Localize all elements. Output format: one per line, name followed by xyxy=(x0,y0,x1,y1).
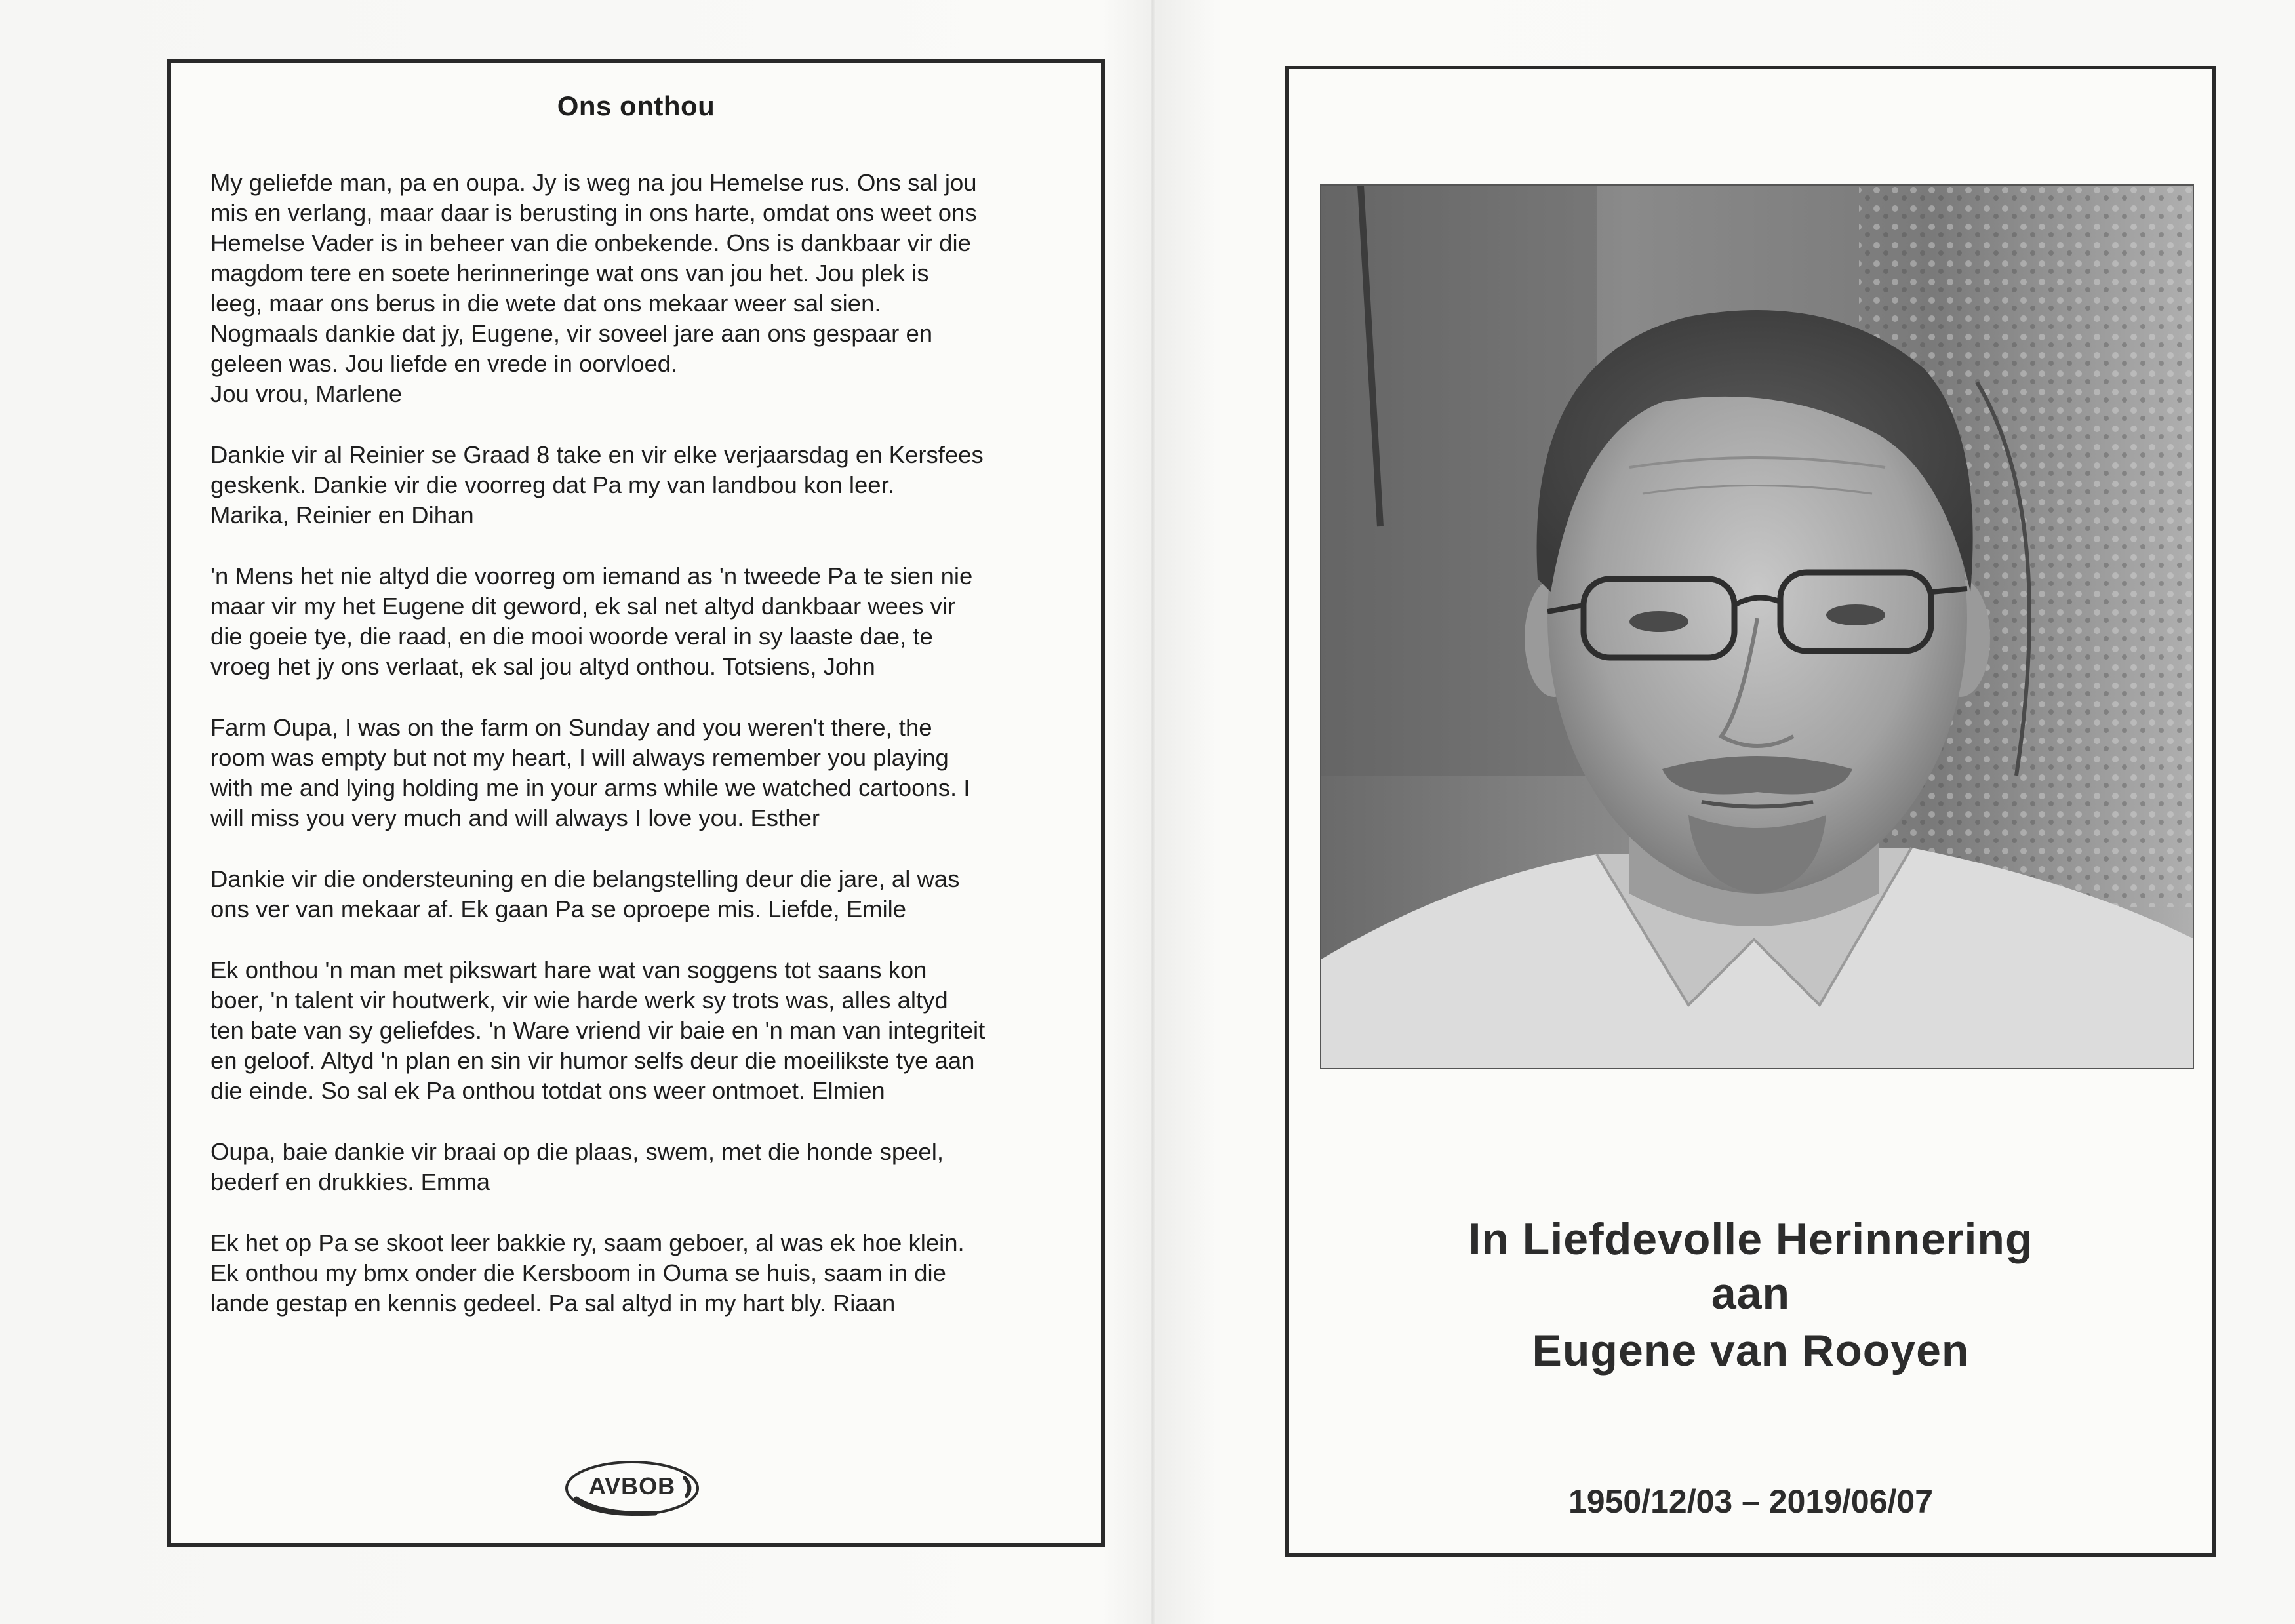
tribute-line: vroeg het jy ons verlaat, ek sal jou altyd onthou. Totsiens, John xyxy=(210,653,875,680)
tribute-line: die goeie tye, die raad, en die mooi woorde veral in sy laaste dae, te xyxy=(210,623,933,650)
tribute-line: Hemelse Vader is in beheer van die onbekende. Ons is dankbaar vir die xyxy=(210,229,971,256)
tribute-line: Oupa, baie dankie vir braai op die plaas, swem, met die honde speel, xyxy=(210,1138,944,1165)
tribute-line: room was empty but not my heart, I will always remember you playing xyxy=(210,744,949,771)
tribute-paragraph xyxy=(210,561,1076,682)
tribute-line: Ek onthou 'n man met pikswart hare wat van soggens tot saans kon xyxy=(210,957,927,983)
cover-page xyxy=(1285,66,2216,1557)
tributes-list xyxy=(210,168,1076,1349)
tribute-line: Dankie vir die ondersteuning en die belangstelling deur die jare, al was xyxy=(210,865,960,892)
tribute-line: geleen was. Jou liefde en vrede in oorvloed. xyxy=(210,350,678,377)
tribute-line: Farm Oupa, I was on the farm on Sunday and you weren't there, the xyxy=(210,714,932,741)
tribute-paragraph xyxy=(210,955,1076,1106)
tribute-line: Jou vrou, Marlene xyxy=(210,380,403,407)
logo-text: AVBOB xyxy=(588,1473,676,1499)
tribute-line: Nogmaals dankie dat jy, Eugene, vir soveel jare aan ons gespaar en xyxy=(210,320,933,347)
tribute-line: die einde. So sal ek Pa onthou totdat ons weer ontmoet. Elmien xyxy=(210,1077,885,1104)
tribute-paragraph xyxy=(210,440,1076,530)
tribute-line: ons ver van mekaar af. Ek gaan Pa se oproepe mis. Liefde, Emile xyxy=(210,896,907,922)
tribute-line: magdom tere en soete herinneringe wat ons van jou het. Jou plek is xyxy=(210,260,929,287)
tribute-line: 'n Mens het nie altyd die voorreg om iemand as 'n tweede Pa te sien nie xyxy=(210,563,973,589)
life-dates: 1950/12/03 – 2019/06/07 xyxy=(1568,1483,1934,1520)
tribute-line: mis en verlang, maar daar is berusting in ons harte, omdat ons weet ons xyxy=(210,199,977,226)
tribute-paragraph xyxy=(210,864,1076,924)
tribute-line: My geliefde man, pa en oupa. Jy is weg na jou Hemelse rus. Ons sal jou xyxy=(210,169,977,196)
avbob-logo xyxy=(563,1458,701,1518)
tribute-line: lande gestap en kennis gedeel. Pa sal altyd in my hart bly. Riaan xyxy=(210,1290,896,1317)
tribute-line: bederf en drukkies. Emma xyxy=(210,1168,490,1195)
tribute-paragraph xyxy=(210,1228,1076,1318)
heading-line-2: aan xyxy=(1711,1269,1791,1318)
heading-line-1: In Liefdevolle Herinnering xyxy=(1468,1214,2033,1264)
portrait-photo-icon xyxy=(1321,186,2194,1069)
tributes-title: Ons onthou xyxy=(557,90,715,121)
tribute-line: geskenk. Dankie vir die voorreg dat Pa my van landbou kon leer. xyxy=(210,471,894,498)
tribute-line: en geloof. Altyd 'n plan en sin vir humor selfs deur die moeilikste tye aan xyxy=(210,1047,975,1074)
tribute-line: Ek onthou my bmx onder die Kersboom in Ouma se huis, saam in die xyxy=(210,1259,946,1286)
tribute-paragraph xyxy=(210,1137,1076,1197)
tribute-paragraph xyxy=(210,168,1076,409)
portrait-photo xyxy=(1320,184,2194,1069)
tribute-line: Ek het op Pa se skoot leer bakkie ry, saam geboer, al was ek hoe klein. xyxy=(210,1229,965,1256)
tribute-line: maar vir my het Eugene dit geword, ek sal net altyd dankbaar wees vir xyxy=(210,593,956,620)
tribute-line: boer, 'n talent vir houtwerk, vir wie harde werk sy trots was, alles altyd xyxy=(210,987,948,1014)
tribute-line: ten bate van sy geliefdes. 'n Ware vriend vir baie en 'n man van integriteit xyxy=(210,1017,986,1044)
tribute-paragraph xyxy=(210,713,1076,833)
page-fold xyxy=(1151,0,1155,1624)
tribute-line: with me and lying holding me in your arms while we watched cartoons. I xyxy=(210,774,970,801)
tribute-line: leeg, maar ons berus in die wete dat ons mekaar weer sal sien. xyxy=(210,290,881,317)
tribute-line: Dankie vir al Reinier se Graad 8 take en vir elke verjaarsdag en Kersfees xyxy=(210,441,984,468)
deceased-name: Eugene van Rooyen xyxy=(1532,1326,1970,1376)
tribute-line: Marika, Reinier en Dihan xyxy=(210,502,474,528)
tribute-line: will miss you very much and will always I love you. Esther xyxy=(210,804,820,831)
tributes-page xyxy=(167,59,1105,1547)
